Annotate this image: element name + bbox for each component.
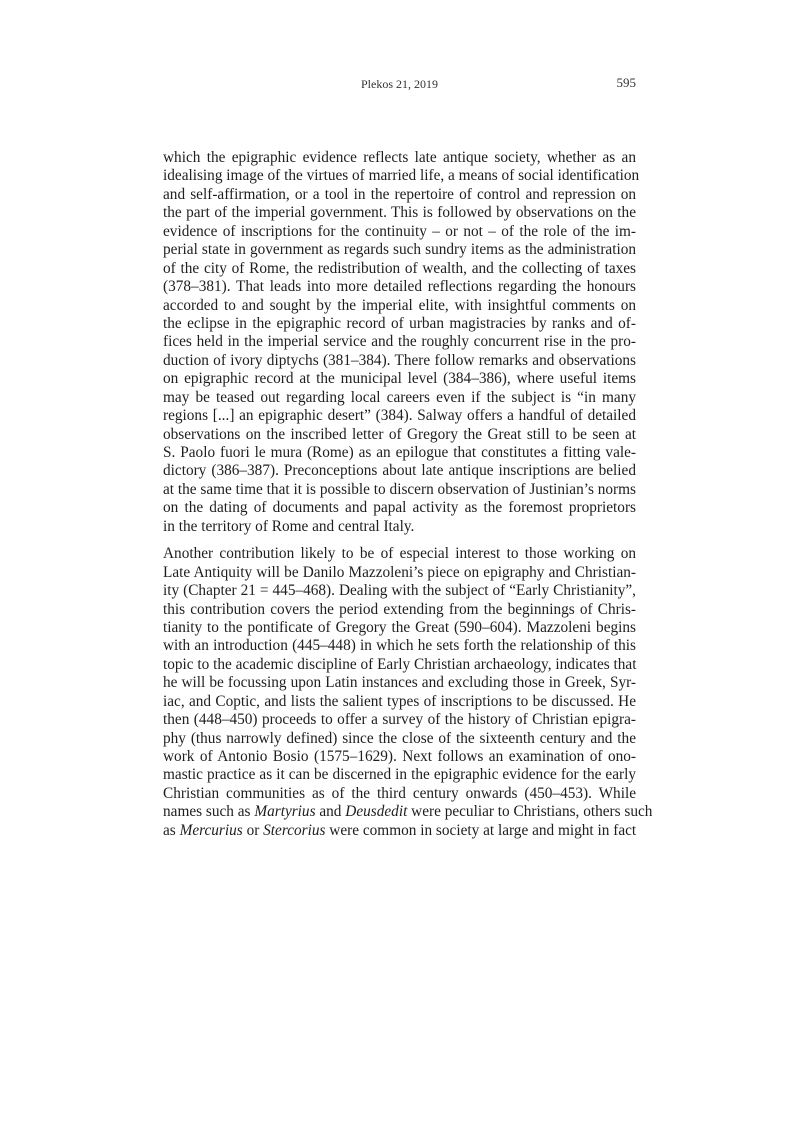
- text-line: iac, and Coptic, and lists the salient types of inscriptions to be discussed. He: [163, 692, 636, 710]
- paragraph-1: [163, 149, 640, 536]
- text-line: this contribution covers the period extending from the beginnings of Chris-: [163, 600, 636, 618]
- text-line: fices held in the imperial service and the roughly concurrent rise in the pro-: [163, 333, 636, 351]
- text-line: on epigraphic record at the municipal level (384–386), where useful items: [163, 370, 636, 388]
- text-line: in the territory of Rome and central Italy.: [163, 517, 415, 535]
- text-line: Christian communities as of the third century onwards (450–453). While: [163, 784, 636, 802]
- text-line: and self-affirmation, or a tool in the repertoire of control and repression on: [163, 185, 636, 203]
- text-segment: and: [315, 803, 346, 821]
- text-segment: or: [242, 821, 264, 839]
- text-line: dictory (386–387). Preconceptions about late antique inscriptions are belied: [163, 462, 636, 480]
- text-line-mixed: [163, 822, 636, 840]
- text-segment: as: [163, 821, 180, 839]
- text-line: Another contribution likely to be of especial interest to those working on: [163, 545, 636, 563]
- text-segment: names such as: [163, 803, 255, 821]
- italic-name-deusdedit: Deusdedit: [345, 803, 408, 821]
- text-line: regions [...] an epigraphic desert” (384). Salway offers a handful of detailed: [163, 407, 636, 425]
- text-line: may be teased out regarding local careers even if the subject is “in many: [163, 388, 636, 406]
- text-line: S. Paolo fuori le mura (Rome) as an epilogue that constitutes a fitting vale-: [163, 444, 636, 461]
- italic-name-mercurius: Mercurius: [179, 821, 243, 839]
- text-line: at the same time that it is possible to discern observation of Justinian’s norms: [163, 480, 636, 498]
- text-line: tianity to the pontificate of Gregory the Great (590–604). Mazzoleni begins: [163, 618, 636, 636]
- italic-name-stercorius: Stercorius: [263, 821, 326, 839]
- text-segment: were common in society at large and might in fact: [325, 821, 637, 839]
- text-line: the eclipse in the epigraphic record of urban magistracies by ranks and of-: [163, 314, 636, 332]
- text-line: on the dating of documents and papal activity as the foremost proprietors: [163, 499, 636, 517]
- journal-citation: Plekos 21, 2019: [360, 77, 438, 91]
- text-line: idealising image of the virtues of married life, a means of social identification: [163, 167, 640, 185]
- text-line: observations on the inscribed letter of Gregory the Great still to be seen at: [163, 425, 636, 443]
- paragraph-2: [163, 545, 653, 840]
- text-line: with an introduction (445–448) in which he sets forth the relationship of this: [163, 637, 636, 655]
- text-line: evidence of inscriptions for the continuity – or not – of the role of the im-: [163, 222, 636, 240]
- text-line: perial state in government as regards such sundry items as the administration: [163, 241, 636, 259]
- running-head: [163, 75, 636, 95]
- text-line: duction of ivory diptychs (381–384). There follow remarks and observations: [163, 351, 636, 369]
- body-text: [163, 149, 653, 840]
- italic-name-martyrius: Martyrius: [254, 803, 316, 821]
- text-line: topic to the academic discipline of Early Christian archaeology, indicates that: [163, 655, 637, 673]
- text-line: (378–381). That leads into more detailed reflections regarding the honours: [163, 278, 636, 296]
- text-line: mastic practice as it can be discerned in the epigraphic evidence for the early: [163, 766, 636, 784]
- text-line-mixed: [163, 803, 653, 821]
- text-line: of the city of Rome, the redistribution of wealth, and the collecting of taxes: [163, 259, 636, 277]
- text-line: then (448–450) proceeds to offer a survey of the history of Christian epigra-: [163, 711, 636, 729]
- text-line: Late Antiquity will be Danilo Mazzoleni’s piece on epigraphy and Christian-: [163, 563, 636, 581]
- text-line: which the epigraphic evidence reflects late antique society, whether as an: [163, 149, 636, 166]
- page-number: 595: [616, 75, 636, 90]
- text-segment: were peculiar to Christians, others such: [407, 803, 653, 821]
- text-line: work of Antonio Bosio (1575–1629). Next follows an examination of ono-: [163, 748, 636, 765]
- text-line: ity (Chapter 21 = 445–468). Dealing with the subject of “Early Christianity”,: [163, 582, 636, 600]
- text-line: he will be focussing upon Latin instances and excluding those in Greek, Syr-: [163, 674, 636, 692]
- text-line: accorded to and sought by the imperial elite, with insightful comments on: [163, 296, 636, 314]
- text-line: the part of the imperial government. This is followed by observations on the: [163, 204, 636, 222]
- text-line: phy (thus narrowly defined) since the close of the sixteenth century and the: [163, 729, 636, 747]
